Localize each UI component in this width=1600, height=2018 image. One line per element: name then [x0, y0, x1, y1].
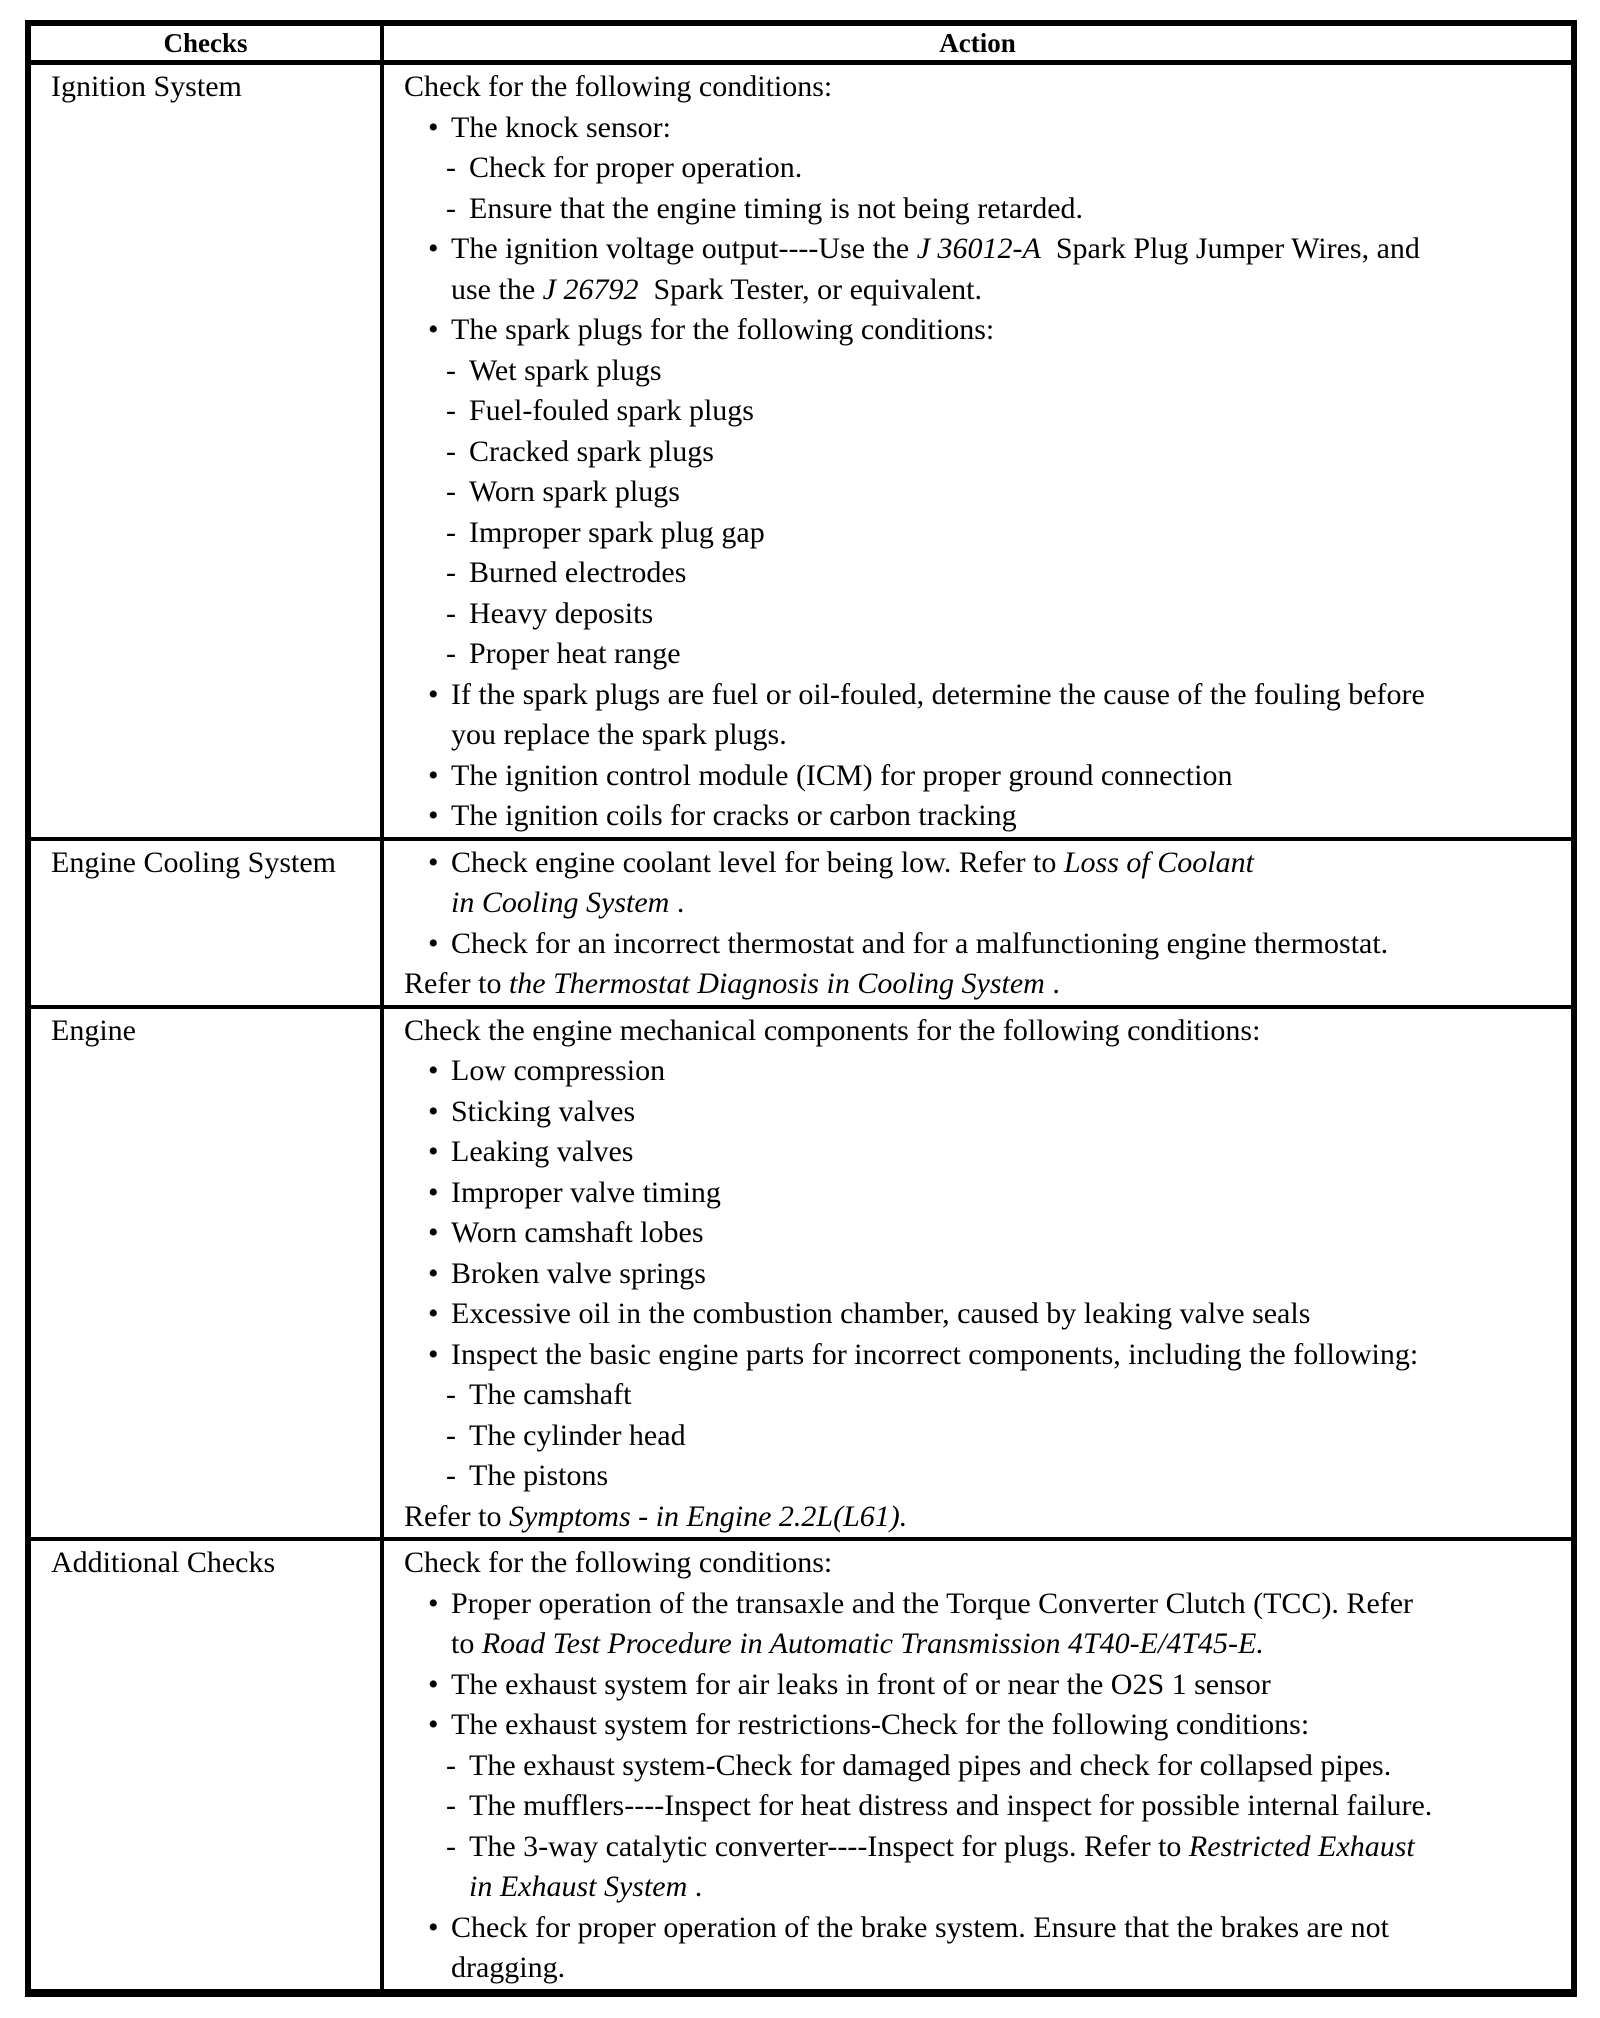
action-bullet-item	[404, 843, 1563, 924]
action-bullet-item	[404, 1908, 1563, 1989]
text-segment: you replace the spark plugs.	[451, 718, 787, 751]
action-text-line	[469, 1786, 1563, 1827]
action-text-line	[451, 229, 1563, 270]
text-segment: Broken valve springs	[451, 1256, 706, 1290]
action-text-line	[469, 1416, 1563, 1457]
action-text-line	[451, 1173, 1563, 1214]
text-segment: Symptoms - in Engine 2.2L(L61).	[508, 1499, 908, 1533]
text-segment: The exhaust system for air leaks in front of or near the O2S 1 sensor	[451, 1667, 1271, 1701]
action-text-line	[469, 351, 1563, 392]
action-text-line	[469, 1867, 1563, 1908]
action-item-content	[469, 1416, 1563, 1457]
table-header-row	[31, 26, 1571, 65]
action-bullet-item	[404, 1294, 1563, 1335]
bullet-icon: •	[428, 1175, 439, 1209]
text-segment: Sticking valves	[451, 1094, 636, 1128]
action-item-content	[451, 1132, 1563, 1173]
action-item-content	[451, 1294, 1563, 1335]
text-segment: Wet spark plugs	[469, 353, 662, 387]
action-paragraph	[404, 1497, 1563, 1538]
text-segment: Low compression	[451, 1054, 666, 1087]
action-dash-item	[404, 1456, 1563, 1497]
bullet-icon: •	[428, 1256, 439, 1290]
action-item-content	[451, 924, 1563, 965]
action-item-content	[451, 229, 1563, 310]
table-row	[31, 65, 1571, 837]
action-bullet-item	[404, 1335, 1563, 1376]
bullet-icon: •	[428, 1910, 439, 1944]
action-item-content	[451, 1092, 1563, 1133]
dash-icon: -	[446, 1418, 456, 1452]
action-bullet-item	[404, 1665, 1563, 1706]
dash-icon: -	[446, 1829, 456, 1863]
action-bullet-item	[404, 675, 1563, 756]
text-segment: Check for proper operation of the brake system. Ensure that the brakes are not	[451, 1910, 1389, 1944]
action-item-content	[469, 432, 1563, 473]
action-text-line	[451, 1254, 1563, 1295]
action-bullet-item	[404, 796, 1563, 837]
text-segment: Check for an incorrect thermostat and for a malfunctioning engine thermostat.	[451, 926, 1389, 960]
text-segment: The mufflers----Inspect for heat distress and inspect for possible internal failure.	[469, 1789, 1433, 1822]
action-text-line	[451, 1335, 1563, 1376]
text-segment: The ignition control module (ICM) for proper ground connection	[451, 758, 1233, 792]
text-segment: Check the engine mechanical components for the following conditions:	[404, 1013, 1261, 1047]
action-text-line	[451, 1132, 1563, 1173]
action-text-line	[451, 796, 1563, 837]
action-item-content	[469, 391, 1563, 432]
action-item-content	[451, 1584, 1563, 1665]
action-text-line	[404, 1543, 1563, 1584]
action-bullet-item	[404, 229, 1563, 310]
text-segment: Ensure that the engine timing is not being retarded.	[469, 191, 1084, 225]
action-text-line	[469, 1746, 1563, 1787]
action-text-line	[469, 594, 1563, 635]
text-segment: Worn spark plugs	[469, 475, 680, 508]
action-text-line	[469, 472, 1563, 513]
action-dash-item	[404, 351, 1563, 392]
action-bullet-item	[404, 1092, 1563, 1133]
action-item-content	[451, 1213, 1563, 1254]
dash-icon: -	[446, 394, 456, 427]
table-body	[31, 65, 1571, 1989]
action-item-content	[451, 1254, 1563, 1295]
action-dash-item	[404, 634, 1563, 675]
action-dash-item	[404, 1827, 1563, 1908]
action-text-line	[469, 634, 1563, 675]
action-item-content	[451, 1051, 1563, 1092]
action-paragraph	[404, 67, 1563, 108]
action-paragraph	[404, 964, 1563, 1005]
bullet-icon: •	[428, 1586, 439, 1620]
action-bullet-item	[404, 1254, 1563, 1295]
text-segment: Proper operation of the transaxle and the Torque Converter Clutch (TCC). Refer	[451, 1586, 1414, 1620]
action-item-content	[469, 594, 1563, 635]
bullet-icon: •	[428, 1297, 439, 1330]
action-item-content	[404, 67, 1563, 108]
text-segment: J 36012-A	[916, 232, 1041, 265]
dash-icon: -	[446, 434, 456, 468]
bullet-icon: •	[428, 1135, 439, 1168]
action-dash-item	[404, 1416, 1563, 1457]
text-segment: The ignition coils for cracks or carbon tracking	[451, 799, 1017, 832]
action-item-content	[469, 1456, 1563, 1497]
dash-icon: -	[446, 637, 456, 670]
action-dash-item	[404, 148, 1563, 189]
action-item-content	[404, 964, 1563, 1005]
text-segment: The spark plugs for the following conditions:	[451, 313, 995, 346]
action-paragraph	[404, 1543, 1563, 1584]
check-label: Additional Checks	[51, 1546, 276, 1579]
action-cell	[384, 1009, 1571, 1538]
check-cell	[31, 1541, 384, 1989]
dash-icon: -	[446, 596, 456, 630]
text-segment: Spark Tester, or equivalent.	[638, 272, 983, 306]
action-paragraph	[404, 1011, 1563, 1052]
bullet-icon: •	[428, 677, 439, 711]
action-item-content	[469, 472, 1563, 513]
action-item-content	[451, 1335, 1563, 1376]
action-text-line	[469, 391, 1563, 432]
text-segment: Excessive oil in the combustion chamber, caused by leaking valve seals	[451, 1297, 1311, 1330]
text-segment: The ignition voltage output----Use the	[451, 232, 917, 265]
text-segment: The knock sensor:	[451, 110, 671, 144]
text-segment: in Exhaust System	[469, 1870, 688, 1903]
text-segment: The cylinder head	[469, 1418, 686, 1452]
bullet-icon: •	[428, 799, 439, 832]
action-text-line	[469, 1827, 1563, 1868]
action-item-content	[451, 108, 1563, 149]
text-segment: Leaking valves	[451, 1135, 634, 1168]
action-text-line	[451, 1584, 1563, 1625]
action-text-line	[451, 1908, 1563, 1949]
bullet-icon: •	[428, 926, 439, 960]
table-row	[31, 1537, 1571, 1989]
action-text-line	[451, 1665, 1563, 1706]
bullet-icon: •	[428, 845, 439, 879]
action-item-content	[451, 1908, 1563, 1989]
action-bullet-item	[404, 1132, 1563, 1173]
action-text-line	[451, 756, 1563, 797]
action-dash-item	[404, 1786, 1563, 1827]
text-segment: Burned electrodes	[469, 556, 687, 589]
check-cell	[31, 1009, 384, 1538]
action-bullet-item	[404, 756, 1563, 797]
action-item-content	[469, 1746, 1563, 1787]
bullet-icon: •	[428, 232, 439, 265]
text-segment: Improper valve timing	[451, 1175, 721, 1209]
bullet-icon: •	[428, 1054, 439, 1087]
text-segment: Check engine coolant level for being low. Refer to	[451, 845, 1064, 879]
action-text-line	[451, 310, 1563, 351]
action-item-content	[451, 1705, 1563, 1746]
check-label: Engine	[51, 1013, 136, 1047]
text-segment: Spark Plug Jumper Wires, and	[1040, 232, 1420, 265]
action-bullet-item	[404, 1051, 1563, 1092]
action-dash-item	[404, 472, 1563, 513]
action-bullet-item	[404, 1213, 1563, 1254]
bullet-icon: •	[428, 1216, 439, 1249]
action-item-content	[469, 351, 1563, 392]
table-row	[31, 1005, 1571, 1538]
action-text-line	[451, 1624, 1563, 1665]
action-item-content	[469, 1786, 1563, 1827]
check-cell	[31, 841, 384, 1005]
action-dash-item	[404, 513, 1563, 554]
action-cell	[384, 65, 1571, 837]
action-item-content	[451, 796, 1563, 837]
action-text-line	[469, 189, 1563, 230]
dash-icon: -	[446, 191, 456, 225]
action-text-line	[451, 1213, 1563, 1254]
action-text-line	[469, 1375, 1563, 1416]
bullet-icon: •	[428, 1708, 439, 1741]
text-segment: Fuel-fouled spark plugs	[469, 394, 754, 427]
text-segment: Heavy deposits	[469, 596, 654, 630]
action-bullet-item	[404, 310, 1563, 351]
bullet-icon: •	[428, 110, 439, 144]
table-row	[31, 837, 1571, 1005]
text-segment: Refer to	[404, 967, 509, 1000]
action-dash-item	[404, 432, 1563, 473]
column-header-action: Action	[939, 28, 1016, 58]
action-text-line	[451, 883, 1563, 924]
action-text-line	[404, 1011, 1563, 1052]
text-segment: Cracked spark plugs	[469, 434, 714, 468]
text-segment: Restricted Exhaust	[1188, 1829, 1415, 1863]
action-text-line	[469, 553, 1563, 594]
text-segment: Refer to	[404, 1499, 509, 1533]
dash-icon: -	[446, 1378, 456, 1411]
dash-icon: -	[446, 1748, 456, 1782]
bullet-icon: •	[428, 758, 439, 792]
action-text-line	[404, 67, 1563, 108]
action-item-content	[451, 1173, 1563, 1214]
action-cell	[384, 1541, 1571, 1989]
text-segment: The exhaust system for restrictions-Check for the following conditions:	[451, 1708, 1310, 1741]
action-text-line	[451, 924, 1563, 965]
column-header-checks: Checks	[31, 26, 384, 60]
action-item-content	[404, 1497, 1563, 1538]
action-text-line	[451, 715, 1563, 756]
action-item-content	[451, 1665, 1563, 1706]
diagnostic-table	[25, 20, 1577, 1997]
action-dash-item	[404, 553, 1563, 594]
text-segment: The exhaust system-Check for damaged pipes and check for collapsed pipes.	[469, 1748, 1392, 1782]
action-dash-item	[404, 391, 1563, 432]
dash-icon: -	[446, 1459, 456, 1492]
action-dash-item	[404, 189, 1563, 230]
text-segment: .	[669, 886, 685, 919]
bullet-icon: •	[428, 1337, 439, 1371]
text-segment: The pistons	[469, 1459, 609, 1492]
text-segment: Proper heat range	[469, 637, 681, 670]
action-item-content	[469, 189, 1563, 230]
text-segment: .	[1044, 967, 1060, 1000]
action-text-line	[451, 1092, 1563, 1133]
action-text-line	[469, 513, 1563, 554]
action-text-line	[451, 1294, 1563, 1335]
action-item-content	[404, 1011, 1563, 1052]
action-dash-item	[404, 594, 1563, 635]
action-text-line	[451, 843, 1563, 884]
action-item-content	[451, 675, 1563, 756]
action-bullet-item	[404, 1584, 1563, 1665]
action-text-line	[404, 964, 1563, 1005]
action-bullet-item	[404, 1173, 1563, 1214]
document-page	[25, 20, 1577, 1997]
text-segment: Check for proper operation.	[469, 151, 803, 184]
text-segment: .	[687, 1870, 703, 1903]
action-item-content	[469, 1375, 1563, 1416]
action-item-content	[404, 1543, 1563, 1584]
check-label: Engine Cooling System	[51, 845, 336, 879]
action-text-line	[451, 1948, 1563, 1989]
text-segment: dragging.	[451, 1951, 566, 1984]
dash-icon: -	[446, 353, 456, 387]
action-text-line	[451, 1705, 1563, 1746]
action-dash-item	[404, 1375, 1563, 1416]
text-segment: the Thermostat Diagnosis in Cooling System	[508, 967, 1045, 1000]
action-text-line	[469, 148, 1563, 189]
action-bullet-item	[404, 924, 1563, 965]
action-text-line	[469, 1456, 1563, 1497]
text-segment: use the	[451, 272, 543, 306]
dash-icon: -	[446, 151, 456, 184]
text-segment: Check for the following conditions:	[404, 70, 833, 103]
action-item-content	[451, 310, 1563, 351]
action-dash-item	[404, 1746, 1563, 1787]
action-cell	[384, 841, 1571, 1005]
text-segment: Inspect the basic engine parts for incorrect components, including the following:	[451, 1337, 1419, 1371]
dash-icon: -	[446, 556, 456, 589]
action-text-line	[451, 675, 1563, 716]
bullet-icon: •	[428, 313, 439, 346]
text-segment: Worn camshaft lobes	[451, 1216, 704, 1249]
action-bullet-item	[404, 1705, 1563, 1746]
bullet-icon: •	[428, 1667, 439, 1701]
text-segment: Road Test Procedure in Automatic Transmission 4T40-E/4T45-E.	[481, 1627, 1264, 1660]
action-text-line	[404, 1497, 1563, 1538]
check-cell	[31, 65, 384, 837]
check-label: Ignition System	[51, 70, 242, 103]
text-segment: The camshaft	[469, 1378, 632, 1411]
action-item-content	[469, 553, 1563, 594]
text-segment: The 3-way catalytic converter----Inspect for plugs. Refer to	[469, 1829, 1189, 1863]
action-item-content	[469, 1827, 1563, 1908]
dash-icon: -	[446, 1789, 456, 1822]
text-segment: Check for the following conditions:	[404, 1546, 833, 1579]
action-item-content	[451, 756, 1563, 797]
action-item-content	[469, 513, 1563, 554]
action-item-content	[469, 148, 1563, 189]
action-item-content	[469, 634, 1563, 675]
text-segment: Loss of Coolant	[1063, 845, 1254, 879]
dash-icon: -	[446, 475, 456, 508]
action-text-line	[451, 108, 1563, 149]
text-segment: If the spark plugs are fuel or oil-fouled, determine the cause of the fouling before	[451, 677, 1425, 711]
dash-icon: -	[446, 515, 456, 549]
action-text-line	[451, 270, 1563, 311]
text-segment: J 26792	[542, 272, 639, 306]
text-segment: Improper spark plug gap	[469, 515, 765, 549]
action-text-line	[451, 1051, 1563, 1092]
bullet-icon: •	[428, 1094, 439, 1128]
text-segment: to	[451, 1627, 482, 1660]
action-text-line	[469, 432, 1563, 473]
action-item-content	[451, 843, 1563, 924]
action-bullet-item	[404, 108, 1563, 149]
text-segment: in Cooling System	[451, 886, 670, 919]
